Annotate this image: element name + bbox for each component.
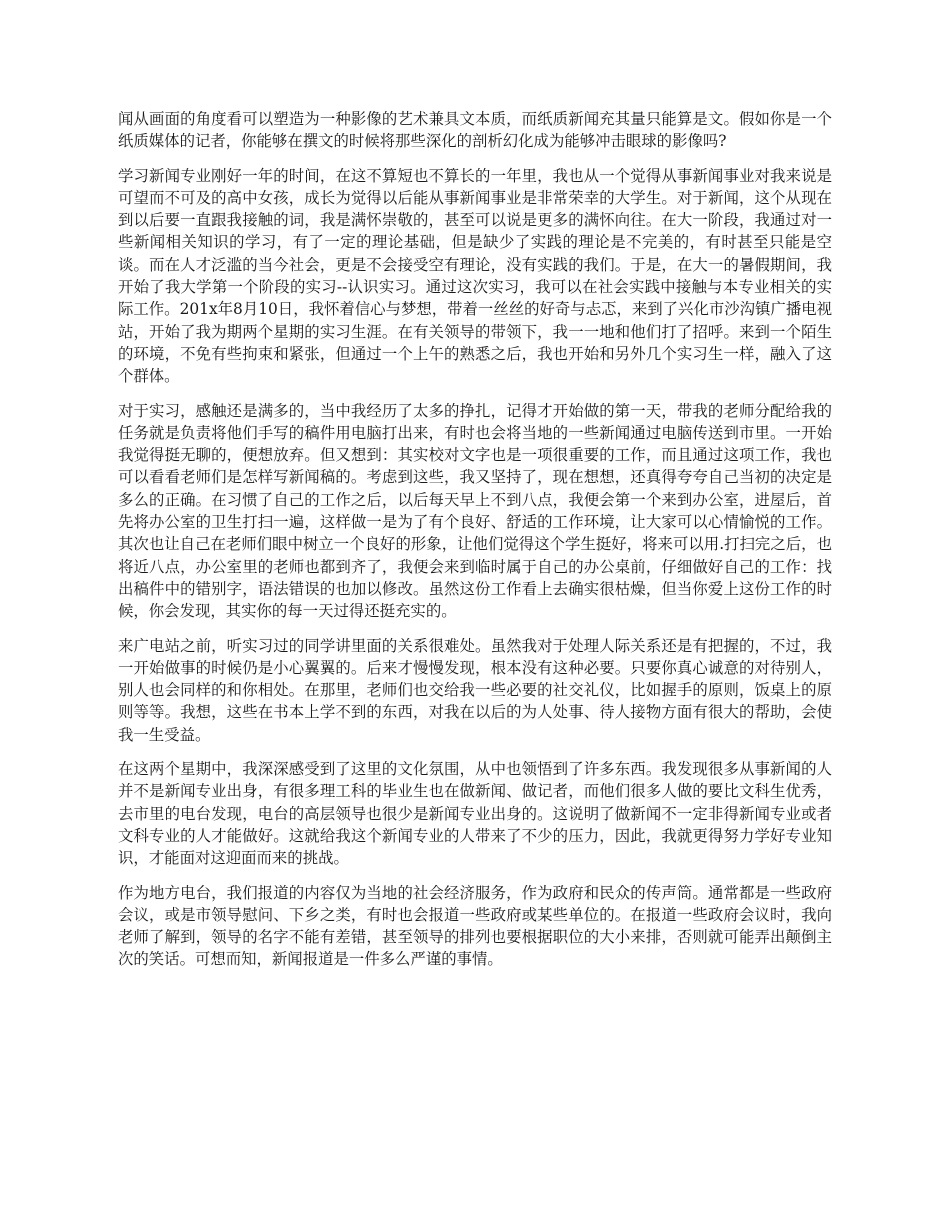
paragraph: 作为地方电台，我们报道的内容仅为当地的社会经济服务，作为政府和民众的传声筒。通常都是一些政府会议，或是市领导慰问、下乡之类，有时也会报道一些政府或某些单位的。在报道一些政府会议时，我向老师了解到，领导的名字不能有差错，甚至领导的排列也要根据职位的大小来排，否则就可能弄出颠倒主次的笑话。可想而知，新闻报道是一件多么严谨的事情。 — [118, 883, 832, 969]
paragraph: 学习新闻专业刚好一年的时间，在这不算短也不算长的一年里，我也从一个觉得从事新闻事业对我来说是可望而不可及的高中女孩，成长为觉得以后能从事新闻事业是非常荣幸的大学生。对于新闻，这个从现在到以后要一直跟我接触的词，我是满怀崇敬的，甚至可以说是更多的满怀向往。在大一阶段，我通过对一些新闻相关知识的学习，有了一定的理论基础，但是缺少了实践的理论是不完美的，有时甚至只能是空谈。而在人才泛滥的当今社会，更是不会接受空有理论，没有实践的我们。于是，在大一的暑假期间，我开始了我大学第一个阶段的实习--认识实习。通过这次实习，我可以在社会实践中接触与本专业相关的实际工作。201x年8月10日，我怀着信心与梦想，带着一丝丝的好奇与忐忑，来到了兴化市沙沟镇广播电视站，开始了我为期两个星期的实习生涯。在有关领导的带领下，我一一地和他们打了招呼。来到一个陌生的环境，不免有些拘束和紧张，但通过一个上午的熟悉之后，我也开始和另外几个实习生一样，融入了这个群体。 — [118, 166, 832, 386]
paragraph: 对于实习，感触还是满多的，当中我经历了太多的挣扎，记得才开始做的第一天，带我的老师分配给我的任务就是负责将他们手写的稿件用电脑打出来，有时也会将当地的一些新闻通过电脑传送到市里。一开始我觉得挺无聊的，便想放弃。但又想到：其实校对文字也是一项很重要的工作，而且通过这项工作，我也可以看看老师们是怎样写新闻稿的。考虑到这些，我又坚持了，现在想想，还真得夸夸自己当初的决定是多么的正确。在习惯了自己的工作之后，以后每天早上不到八点，我便会第一个来到办公室，进屋后，首先将办公室的卫生打扫一遍，这样做一是为了有个良好、舒适的工作环境，让大家可以心情愉悦的工作。其次也让自己在老师们眼中树立一个良好的形象，让他们觉得这个学生挺好，将来可以用.打扫完之后，也将近八点，办公室里的老师也都到齐了，我便会来到临时属于自己的办公桌前，仔细做好自己的工作：找出稿件中的错别字，语法错误的也加以修改。虽然这份工作看上去确实很枯燥，但当你爱上这份工作的时候，你会发现，其实你的每一天过得还挺充实的。 — [118, 401, 832, 621]
document-body — [118, 108, 832, 983]
paragraph: 在这两个星期中，我深深感受到了这里的文化氛围，从中也领悟到了许多东西。我发现很多从事新闻的人并不是新闻专业出身，有很多理工科的毕业生也在做新闻、做记者，而他们很多人做的要比文科生优秀，去市里的电台发现，电台的高层领导也很少是新闻专业出身的。这说明了做新闻不一定非得新闻专业或者文科专业的人才能做好。这就给我这个新闻专业的人带来了不少的压力，因此，我就更得努力学好专业知识，才能面对这迎面而来的挑战。 — [118, 760, 832, 868]
paragraph: 闻从画面的角度看可以塑造为一种影像的艺术兼具文本质，而纸质新闻充其量只能算是文。假如你是一个纸质媒体的记者，你能够在撰文的时候将那些深化的剖析幻化成为能够冲击眼球的影像吗? — [118, 110, 832, 151]
paragraph: 来广电站之前，听实习过的同学讲里面的关系很难处。虽然我对于处理人际关系还是有把握的，不过，我一开始做事的时候仍是小心翼翼的。后来才慢慢发现，根本没有这种必要。只要你真心诚意的对待别人，别人也会同样的和你相处。在那里，老师们也交给我一些必要的社交礼仪，比如握手的原则，饭桌上的原则等等。我想，这些在书本上学不到的东西，对我在以后的为人处事、待人接物方面有很大的帮助，会使我一生受益。 — [118, 636, 832, 744]
